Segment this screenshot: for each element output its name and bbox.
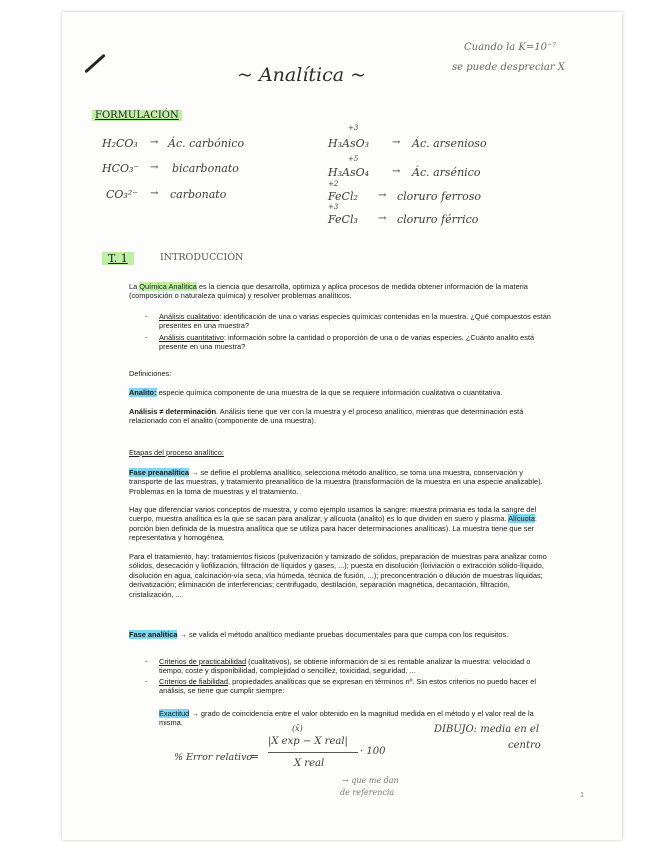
header-note-1: Cuando la K=10⁻⁷ xyxy=(464,42,557,53)
formula-right-4: FeCl₃ xyxy=(328,213,358,226)
formula-left-3: CO₃²⁻ xyxy=(106,188,139,201)
formula-left-2: HCO₃⁻ xyxy=(102,162,140,175)
page-number: 1 xyxy=(580,790,585,799)
formula-numerator: |X exp − X real| xyxy=(268,736,348,747)
criterio-fiabilidad: - Criterios de fiabilidad, propiedades analíticas que se expresan en términos nº. Sin estos criterios no puedo hacer el análisis, se tiene que cumplir siempre: xyxy=(145,677,536,696)
criterio-practicabilidad: - Criterios de practicabilidad (cualitativos), se obtiene información de si es rentable analizar la muestra: velocidad o tiempo, coste y disponibilidad, complejidad o sencillez, toxicidad, seguridad, ... xyxy=(145,657,531,676)
formula-right-2: H₃AsO₄ xyxy=(328,166,370,179)
pen-stroke xyxy=(84,54,105,74)
referencia-note-1: → que me dan xyxy=(342,776,399,785)
muestra-paragraph: Hay que diferenciar varios conceptos de muestra, y como ejemplo usamos la sangre: muestra primaria es toda la sangre del cuerpo, muestra analítica es la que se sacan para analizar, y alícuota (analito) es lo que dividen en suero y plasma. Alícuota: porción bien definida de la muestra analítica que se utiliza para hacer determinaciones analíticas). La muestra tiene que ser representativa y homogénea. xyxy=(129,505,537,543)
tratamiento-paragraph: Para el tratamiento, hay: tratamientos físicos (pulverización y tamizado de sólidos, preparación de muestras para analizar como sólidos, desecación y liofilización, filtración de líquidos y gases, ...); puesta en disolución (lixiviación o extracción sólido-líquido, disolución en agua, calcinación-vía seca, vía húmeda, técnica de fusión, ...); preconcentración o dilución de muestras líquidas; derivatización; eliminación de interferencias; centrifugado, destilación, separación magnética, decantación, filtración, cristalización, ... xyxy=(129,552,547,599)
arrow-icon: → xyxy=(378,213,387,224)
fase-preanalitica: Fase preanalítica → se define el problema analítico, selecciona método analítico, se toma una muestra, conservación y transporte de las muestras, y tratamiento preanalítico de la muestra (transformación de la muestra en una especie analizable). Problemas en la toma de muestras y el tratamiento. xyxy=(129,468,543,496)
name-right-4: cloruro férrico xyxy=(397,213,479,226)
arrow-icon: → xyxy=(392,166,401,177)
name-left-3: carbonato xyxy=(170,188,227,201)
referencia-note-2: de referencia xyxy=(340,788,395,797)
arrow-icon: → xyxy=(392,137,401,148)
name-right-3: cloruro ferroso xyxy=(397,190,482,203)
arrow-icon: → xyxy=(150,162,159,173)
header-note-2: se puede despreciar X xyxy=(452,62,565,73)
bullet-cualitativo: - Análisis cualitativo: identificación de una o varias especies químicas contenidas en la muestra. ¿Qué compuestos están presentes en una muestra? xyxy=(145,312,551,331)
fraction-bar xyxy=(268,752,358,753)
formula-times: · 100 xyxy=(360,746,386,757)
formula-right-3: FeCl₂ xyxy=(328,190,358,203)
ox-right-2: +5 xyxy=(348,155,359,163)
fase-analitica: Fase analítica → se valida el método analítico mediante pruebas documentales para que cumpa con los requisitos. xyxy=(129,630,509,639)
formulacion-heading: FORMULACIÓN xyxy=(92,110,182,121)
formula-right-1: H₃AsO₃ xyxy=(328,137,370,150)
name-left-2: bicarbonato xyxy=(172,162,239,175)
notes-page xyxy=(62,12,622,840)
name-right-2: Ác. arsénico xyxy=(412,166,481,179)
name-right-1: Ác. arsenioso xyxy=(412,137,487,150)
arrow-icon: → xyxy=(150,188,159,199)
ox-right-4: +3 xyxy=(328,203,339,211)
analisis-definition: Análisis ≠ determinación. Análisis tiene que ver con la muestra y el proceso analítico, mientras que determinación está relacionado con el analito (componente de una muestra). xyxy=(129,407,524,426)
formula-xbar: (x̄) xyxy=(292,724,303,733)
tema-heading: INTRODUCCIÓN xyxy=(160,252,244,263)
arrow-icon: → xyxy=(150,137,159,148)
formula-equals: = xyxy=(250,750,260,763)
formula-denominator: X real xyxy=(294,758,325,769)
analito-definition: Analito: especie química componente de una muestra de la que se requiere información cualitativa o cuantitativa. xyxy=(129,388,503,397)
dibujo-note-1: DIBUJO: media en el xyxy=(434,724,540,735)
tema-label: T. 1 xyxy=(102,252,134,265)
name-left-1: Ác. carbónico xyxy=(168,137,245,150)
exactitud-definition: Exactitud → grado de coincidencia entre el valor obtenido en la magnitud medida en el método y el valor real de la misma. xyxy=(159,709,534,728)
ox-right-3: +2 xyxy=(328,180,339,188)
definiciones-label: Definiciones: xyxy=(129,369,172,378)
arrow-icon: → xyxy=(378,190,387,201)
page-title: ~ Analítica ~ xyxy=(237,64,367,86)
intro-paragraph: La Química Analítica es la ciencia que desarrolla, optimiza y aplica procesos de medida obtener información de la materia (composición o naturaleza química) y resolver problemas analíticos. xyxy=(129,282,528,301)
formula-lhs: % Error relativo xyxy=(174,752,253,763)
etapas-heading: Etapas del proceso analítico: xyxy=(129,448,224,457)
ox-right-1: +3 xyxy=(348,124,359,132)
bullet-cuantitativo: - Análisis cuantitativo: información sobre la cantidad o proporción de una o de varias especies. ¿Cuánto analito está presente en una muestra? xyxy=(145,333,535,352)
dibujo-note-2: centro xyxy=(508,740,541,751)
formula-left-1: H₂CO₃ xyxy=(102,137,138,150)
